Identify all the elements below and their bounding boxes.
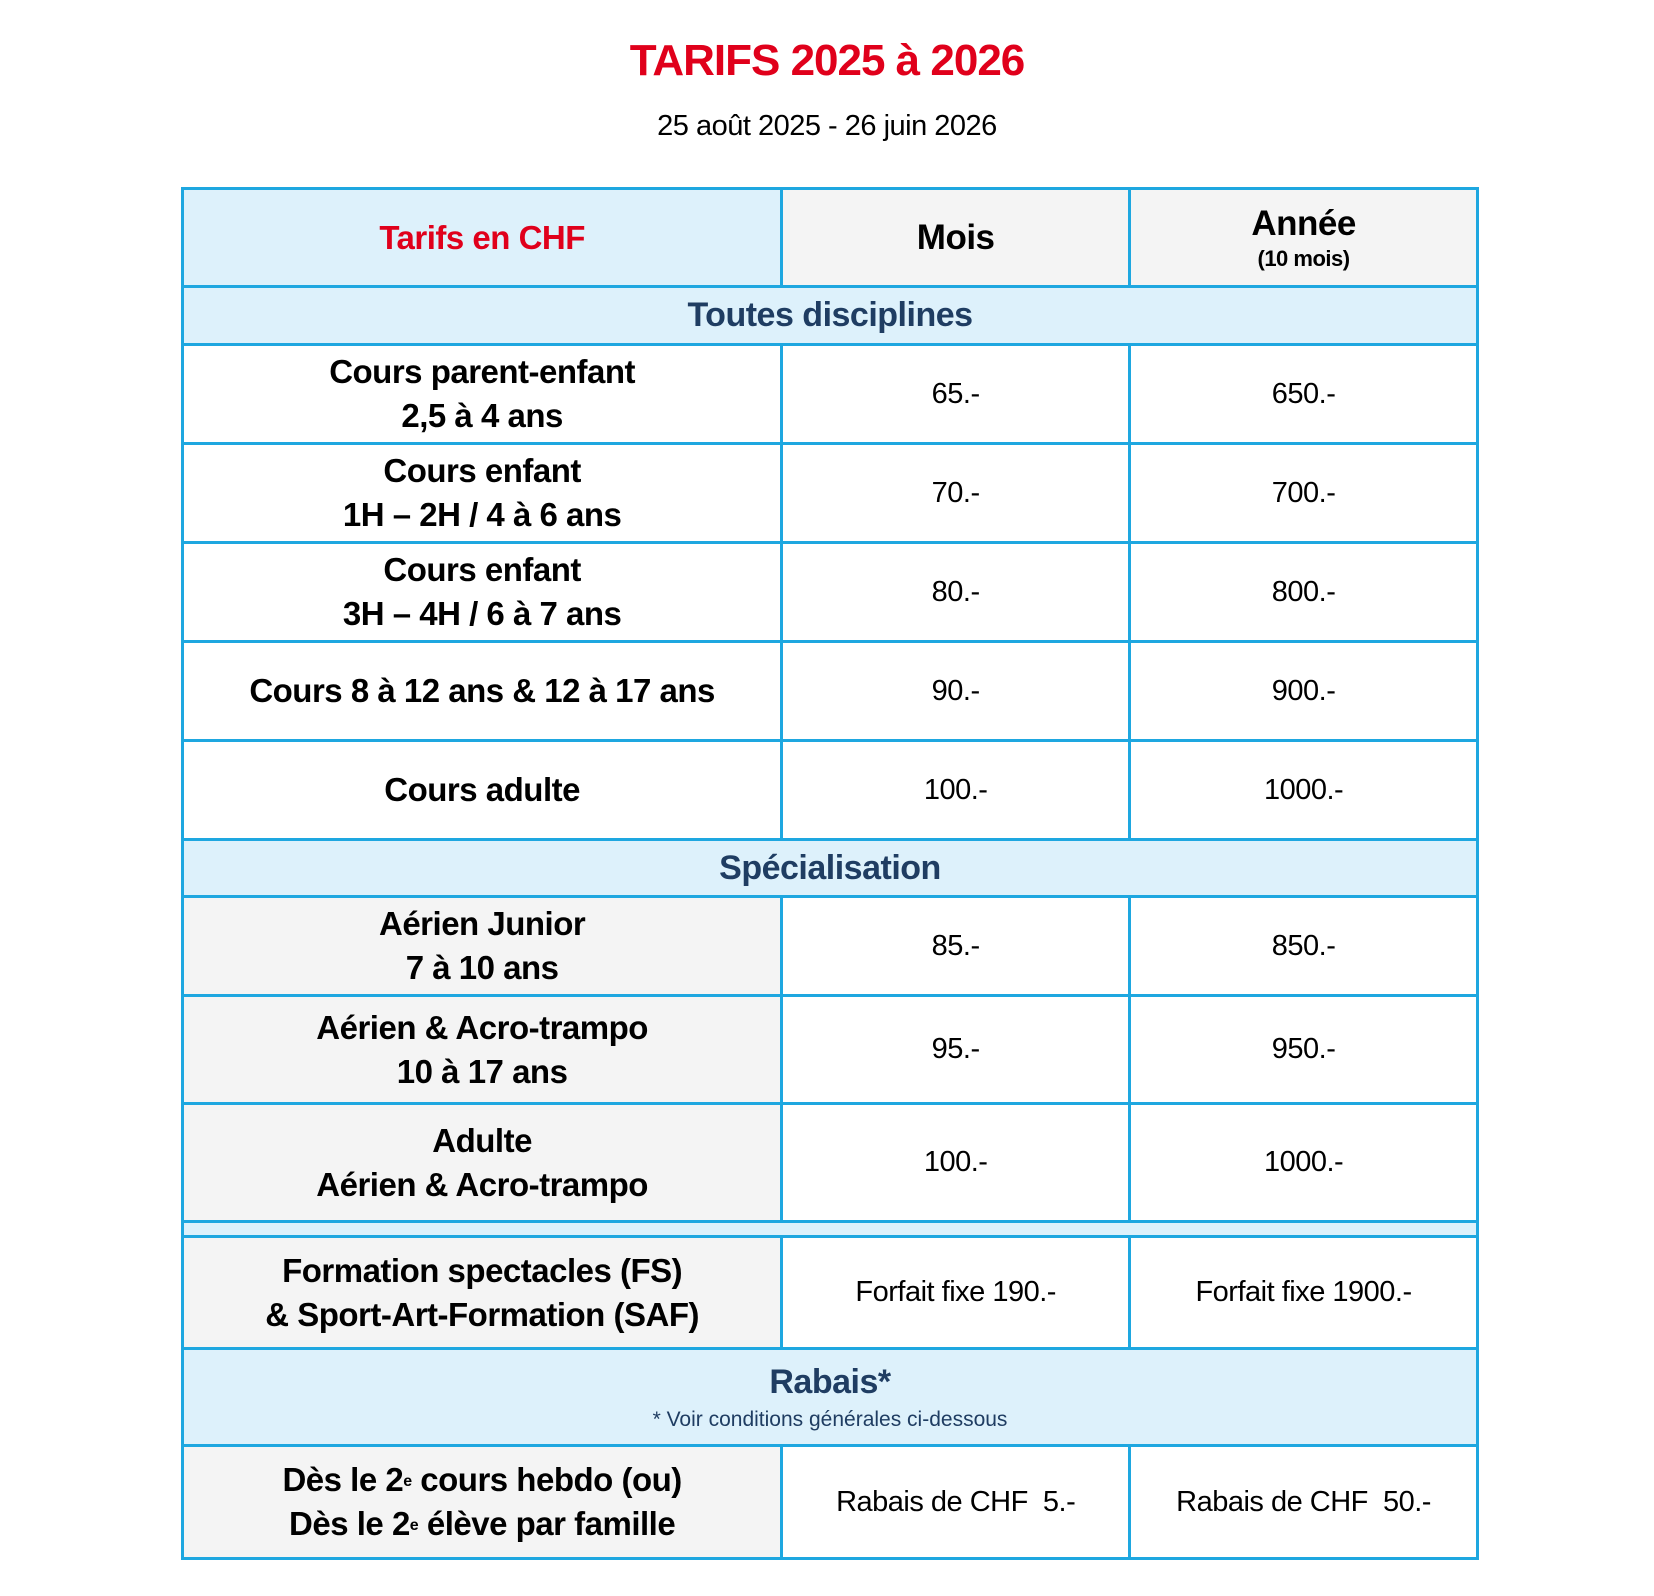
section-title-toutes: Toutes disciplines bbox=[183, 287, 1478, 345]
discount-row bbox=[183, 1446, 1478, 1559]
table-row bbox=[183, 996, 1478, 1104]
row-year-price: Forfait fixe 1900.- bbox=[1130, 1237, 1478, 1349]
row-label-line1: Cours enfant bbox=[383, 551, 581, 588]
discount-label bbox=[183, 1446, 782, 1559]
table-row bbox=[183, 345, 1478, 444]
row-month-price: 65.- bbox=[782, 345, 1130, 444]
discount-line1-end: cours hebdo (ou) bbox=[411, 1461, 682, 1498]
section-row-toutes bbox=[183, 287, 1478, 345]
table-row bbox=[183, 897, 1478, 996]
row-month-price: 70.- bbox=[782, 444, 1130, 543]
section-title-specialisation: Spécialisation bbox=[183, 840, 1478, 897]
row-label bbox=[183, 642, 782, 741]
row-label bbox=[183, 444, 782, 543]
row-month-price: Forfait fixe 190.- bbox=[782, 1237, 1130, 1349]
period-subtitle: 25 août 2025 - 26 juin 2026 bbox=[657, 110, 997, 142]
section-row-specialisation bbox=[183, 840, 1478, 897]
tarifs-table bbox=[181, 187, 1479, 1560]
row-label-line2: 3H – 4H / 6 à 7 ans bbox=[342, 595, 622, 632]
row-year-price: 800.- bbox=[1130, 543, 1478, 642]
table-row bbox=[183, 1237, 1478, 1349]
section-row-rabais bbox=[183, 1349, 1478, 1446]
row-month-price: 90.- bbox=[782, 642, 1130, 741]
row-label-line2: & Sport-Art-Formation (SAF) bbox=[265, 1295, 699, 1333]
row-year-price: 950.- bbox=[1130, 996, 1478, 1104]
row-label-line1: Cours parent-enfant bbox=[329, 353, 636, 390]
discount-line2-end: élève par famille bbox=[418, 1505, 676, 1542]
table-row bbox=[183, 741, 1478, 840]
row-month-price: 85.- bbox=[782, 897, 1130, 996]
row-label-line1: Aérien & Acro-trampo bbox=[316, 1008, 648, 1046]
discount-line1 bbox=[190, 1458, 774, 1502]
spacer-row bbox=[183, 1222, 1478, 1237]
discount-year: Rabais de CHF 50.- bbox=[1130, 1446, 1478, 1559]
row-label-line1: Cours adulte bbox=[384, 771, 580, 808]
row-month-price: 95.- bbox=[782, 996, 1130, 1104]
discount-month: Rabais de CHF 5.- bbox=[782, 1446, 1130, 1559]
header-year-cell bbox=[1130, 189, 1478, 287]
section-title-rabais bbox=[183, 1349, 1478, 1446]
spacer-cell bbox=[183, 1222, 1478, 1237]
header-year-label: Année bbox=[1251, 203, 1356, 243]
row-year-price: 1000.- bbox=[1130, 1104, 1478, 1222]
row-label-line2: 2,5 à 4 ans bbox=[401, 397, 563, 434]
table-row bbox=[183, 543, 1478, 642]
header-month-cell: Mois bbox=[782, 189, 1130, 287]
row-label bbox=[183, 996, 782, 1104]
row-label-line1: Formation spectacles (FS) bbox=[282, 1251, 683, 1289]
section-rabais-label: Rabais* bbox=[769, 1362, 891, 1401]
row-year-price: 850.- bbox=[1130, 897, 1478, 996]
table-row bbox=[183, 642, 1478, 741]
header-label-cell: Tarifs en CHF bbox=[183, 189, 782, 287]
page-title: TARIFS 2025 à 2026 bbox=[629, 36, 1025, 85]
section-rabais-note: * Voir conditions générales ci-dessous bbox=[652, 1407, 1008, 1431]
row-label bbox=[183, 1104, 782, 1222]
row-label bbox=[183, 345, 782, 444]
row-year-price: 650.- bbox=[1130, 345, 1478, 444]
table-row bbox=[183, 1104, 1478, 1222]
row-label-line1: Cours enfant bbox=[383, 452, 581, 489]
row-label-line2: 7 à 10 ans bbox=[405, 949, 559, 986]
row-month-price: 100.- bbox=[782, 1104, 1130, 1222]
row-label-line2: 10 à 17 ans bbox=[396, 1052, 568, 1090]
discount-line1-ordinal: e bbox=[403, 1473, 412, 1490]
row-label bbox=[183, 1237, 782, 1349]
discount-line2-ordinal: e bbox=[409, 1517, 419, 1534]
discount-line2-start: Dès le 2 bbox=[289, 1505, 410, 1542]
row-label-line2: 1H – 2H / 4 à 6 ans bbox=[342, 496, 622, 533]
table-row bbox=[183, 444, 1478, 543]
discount-line2 bbox=[190, 1502, 774, 1546]
row-label bbox=[183, 543, 782, 642]
row-label-line1: Cours 8 à 12 ans & 12 à 17 ans bbox=[249, 672, 715, 709]
row-month-price: 100.- bbox=[782, 741, 1130, 840]
row-label-line1: Aérien Junior bbox=[379, 905, 586, 942]
discount-line1-start: Dès le 2 bbox=[282, 1461, 404, 1498]
header-year-note: (10 mois) bbox=[1257, 245, 1350, 271]
table-header-row bbox=[183, 189, 1478, 287]
row-year-price: 1000.- bbox=[1130, 741, 1478, 840]
row-year-price: 700.- bbox=[1130, 444, 1478, 543]
row-label-line2: Aérien & Acro-trampo bbox=[316, 1165, 648, 1203]
row-month-price: 80.- bbox=[782, 543, 1130, 642]
row-label bbox=[183, 897, 782, 996]
row-label bbox=[183, 741, 782, 840]
row-label-line1: Adulte bbox=[432, 1121, 532, 1159]
row-year-price: 900.- bbox=[1130, 642, 1478, 741]
